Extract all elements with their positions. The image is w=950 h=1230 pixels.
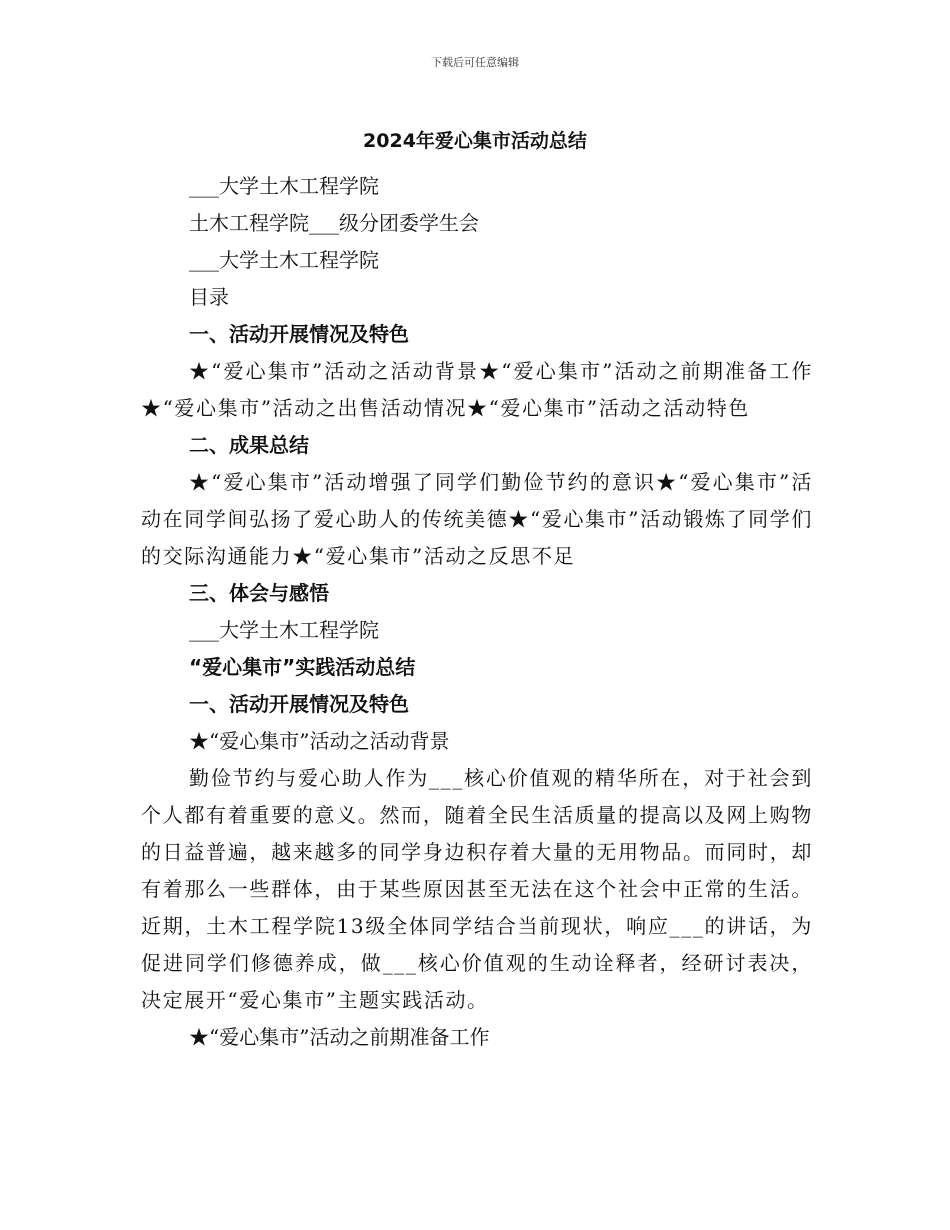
body-sub1-paragraph: 勤俭节约与爱心助人作为___核心价值观的精华所在，对于社会到个人都有着重要的意义。然而，随着全民生活质量的提高以及网上购物的日益普遍，越来越多的同学身边积存着大量的无用物品。而同时，却有着那么一些群体，由于某些原因甚至无法在这个社会中正常的生活。近期，土木工程学院13级全体同学结合当前现状，响应___的讲话，为促进同学们修德养成，做___核心价值观的生动诠释者，经研讨表决，决定展开“爱心集市”主题实践活动。 — [141, 766, 813, 1012]
toc-section1-items: ★“爱心集市”活动之活动背景★“爱心集市”活动之前期准备工作★“爱心集市”活动之出售活动情况★“爱心集市”活动之活动特色 — [141, 359, 813, 420]
toc-label: 目录 — [189, 285, 229, 309]
body-section1-heading: 一、活动开展情况及特色 — [189, 692, 409, 716]
toc-section1-heading: 一、活动开展情况及特色 — [189, 322, 409, 346]
document-body — [141, 168, 813, 1056]
cover-line-student-union: 土木工程学院___级分团委学生会 — [189, 211, 479, 235]
document-title: 2024年爱心集市活动总结 — [363, 130, 587, 152]
header-note: 下载后可任意编辑 — [431, 56, 519, 69]
toc-section3-heading: 三、体会与感悟 — [189, 581, 329, 605]
toc-section2-items: ★“爱心集市”活动增强了同学们勤俭节约的意识★“爱心集市”活动在同学间弘扬了爱心助人的传统美德★“爱心集市”活动锻炼了同学们的交际沟通能力★“爱心集市”活动之反思不足 — [141, 470, 813, 568]
toc-section2-heading: 二、成果总结 — [189, 433, 309, 457]
body-org-line: ___大学土木工程学院 — [189, 618, 379, 642]
cover-line-college: ___大学土木工程学院 — [189, 248, 379, 272]
body-subtitle: “爱心集市”实践活动总结 — [189, 655, 416, 679]
body-sub1-heading: ★“爱心集市”活动之活动背景 — [189, 729, 450, 753]
cover-line-university: ___大学土木工程学院 — [189, 174, 379, 198]
body-sub2-heading: ★“爱心集市”活动之前期准备工作 — [189, 1025, 490, 1049]
